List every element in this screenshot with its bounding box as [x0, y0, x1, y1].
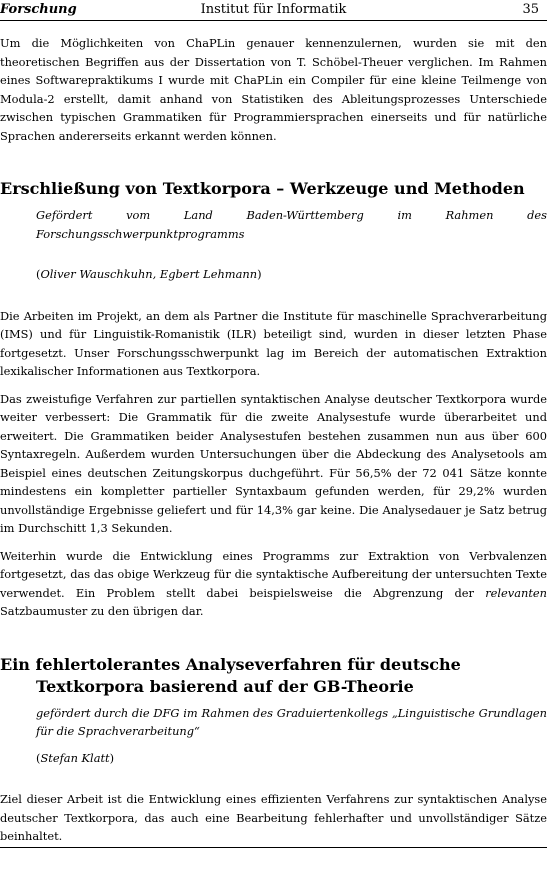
section-paragraph: Weiterhin wurde die Entwicklung eines Programms zur Extraktion von Verbvalenzen fortgesetzt, das das obige Werkzeug für die syntaktische Aufbereitung der untersuchten Texte verwendet. Ein Problem stellt dabei beispielsweise die Abgrenzung der relevanten Satzbaumuster zu den übrigen dar.: [0, 548, 547, 618]
section-heading-textkorpora: Erschließung von Textkorpora – Werkzeuge und Methoden: [0, 179, 525, 198]
running-header: [0, 0, 547, 20]
section-paragraph: Das zweistufige Verfahren zur partiellen syntaktischen Analyse deutscher Textkorpora wurde weiter verbessert: Die Grammatik für die zweite Analysestufe wurde überarbeitet und erweitert. Die Grammatiken beider Analysestufen bestehen zusammen nun aus über 600 Syntaxregeln. Außerdem wurden Untersuchungen über die Abdeckung des Analysetools am Beispiel eines deutschen Zeitungskorpus duchgeführt. Für 56,5% der 72 041 Sätze konnte mindestens ein kompletter partieller Syntaxbaum gefunden werden, für 29,2% wurden unvollständige Ergebnisse geliefert und für 14,3% gar keine. Die Analysedauer je Satz betrug im Durchschitt 1,3 Sekunden.: [0, 391, 547, 535]
section-authors: (Stefan Klatt): [36, 750, 115, 765]
footer-rule: [0, 847, 547, 848]
section-paragraph: Die Arbeiten im Projekt, an dem als Partner die Institute für maschinelle Sprachverarbeitung (IMS) und für Linguistik-Romanistik (ILR) beteiligt sind, wurden in dieser letzten Phase fortgesetzt. Unser Forschungsschwerpunkt lag im Bereich der automatischen Extraktion lexikalischer Informationen aus Textkorpora.: [0, 308, 547, 378]
author-names: Stefan Klatt: [40, 750, 110, 765]
section-funding-note: gefördert durch die DFG im Rahmen des Graduiertenkollegs „Linguistische Grundlagen für die Sprachverarbeitung“: [36, 705, 547, 738]
page-number: 35: [522, 2, 539, 17]
section-heading-gb-theorie: Ein fehlertolerantes Analyseverfahren für deutsche Textkorpora basierend auf der GB-Theorie: [0, 654, 461, 696]
header-section-name: Forschung: [0, 2, 77, 17]
section-paragraph: Ziel dieser Arbeit ist die Entwicklung eines effizienten Verfahrens zur syntaktischen Analyse deutscher Textkorpora, das auch eine Bearbeitung fehlerhafter und unvollständiger Sätze beinhaltet.: [0, 792, 547, 843]
emphasized-word: relevanten: [485, 585, 547, 600]
author-names: Oliver Wauschkuhn, Egbert Lehmann: [40, 267, 258, 281]
header-rule: [0, 20, 547, 21]
intro-paragraph: Um die Möglichkeiten von ChaPLin genauer kennenzulernen, wurden sie mit den theoretischen Begriffen aus der Dissertation von T. Schöbel-Theuer verglichen. Im Rahmen eines Softwarepraktikums I wurde mit ChaPLin ein Compiler für eine kleine Teilmenge von Modula-2 erstellt, damit anhand von Statistiken des Ableitungsprozesses Unterschiede zwischen typischen Grammatiken für Programmiersprachen einerseits und für natürliche Sprachen andererseits erkannt werden können.: [0, 36, 547, 143]
header-institute-name: Institut für Informatik: [200, 2, 347, 17]
section-authors: (Oliver Wauschkuhn, Egbert Lehmann): [36, 267, 262, 281]
section-funding-note: Gefördert vom Land Baden-Württemberg im Rahmen des Forschungsschwerpunktprogramms: [36, 208, 547, 241]
page-body: [0, 34, 547, 846]
